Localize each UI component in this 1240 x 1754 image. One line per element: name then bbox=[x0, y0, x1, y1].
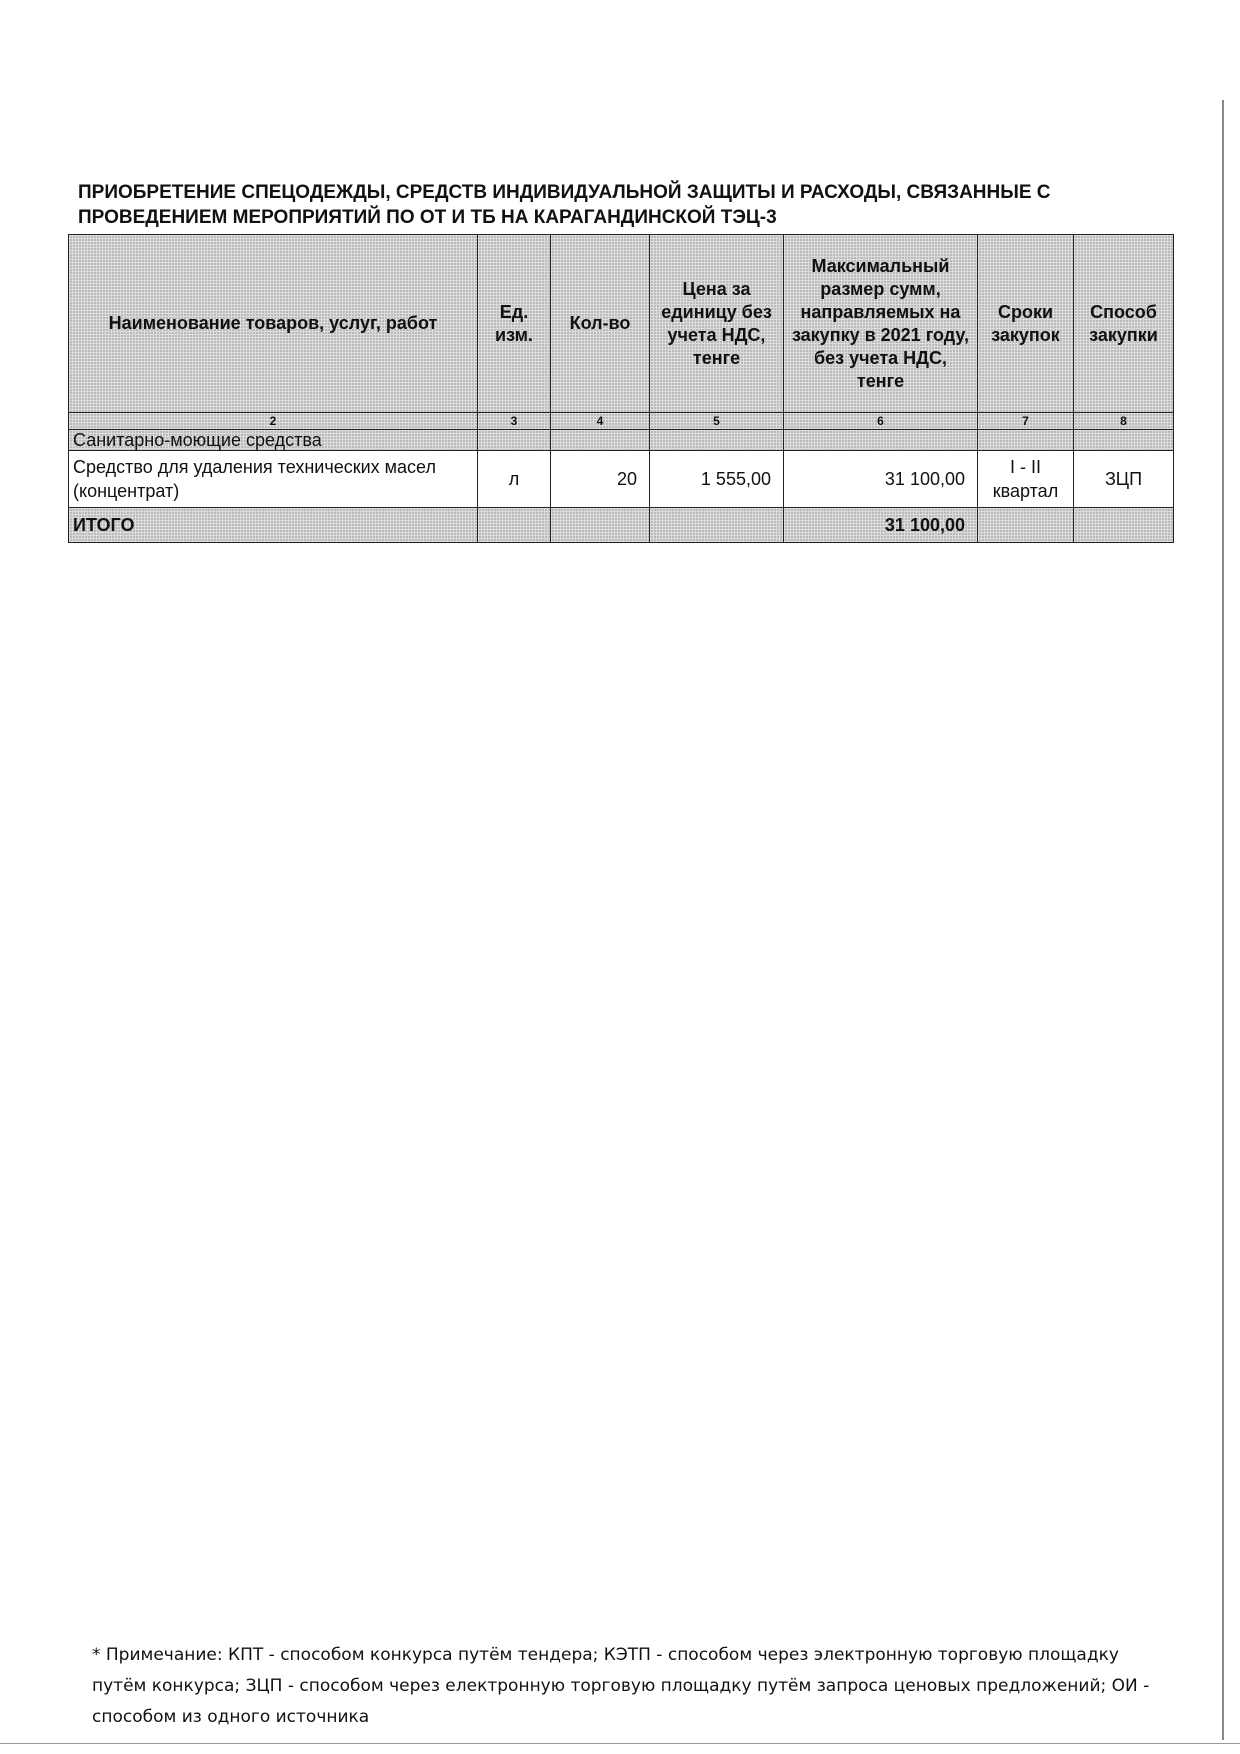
header-qty: Кол-во bbox=[551, 235, 650, 413]
column-number: 5 bbox=[650, 413, 784, 430]
column-number: 2 bbox=[69, 413, 478, 430]
column-number: 6 bbox=[784, 413, 978, 430]
item-qty: 20 bbox=[551, 451, 650, 508]
item-period-line-1: I - II bbox=[1010, 457, 1041, 477]
item-amount: 31 100,00 bbox=[784, 451, 978, 508]
section-label: Санитарно-моющие средства bbox=[69, 430, 478, 451]
scan-edge-line bbox=[1222, 100, 1224, 1740]
column-number: 3 bbox=[478, 413, 551, 430]
item-method: ЗЦП bbox=[1074, 451, 1174, 508]
procurement-table bbox=[68, 234, 1174, 543]
item-price: 1 555,00 bbox=[650, 451, 784, 508]
header-name: Наименование товаров, услуг, работ bbox=[69, 235, 478, 413]
column-number: 4 bbox=[551, 413, 650, 430]
scan-bottom-line bbox=[0, 1743, 1240, 1744]
title-line-1: ПРИОБРЕТЕНИЕ СПЕЦОДЕЖДЫ, СРЕДСТВ ИНДИВИДУАЛЬНОЙ ЗАЩИТЫ И РАСХОДЫ, СВЯЗАННЫЕ С bbox=[78, 182, 1051, 203]
section-row bbox=[69, 430, 1174, 451]
item-period bbox=[978, 451, 1074, 508]
item-unit: л bbox=[478, 451, 551, 508]
total-row bbox=[69, 508, 1174, 543]
total-label: ИТОГО bbox=[69, 508, 478, 543]
column-number: 7 bbox=[978, 413, 1074, 430]
column-number: 8 bbox=[1074, 413, 1174, 430]
header-unit: Ед. изм. bbox=[478, 235, 551, 413]
table-row bbox=[69, 451, 1174, 508]
header-row bbox=[69, 235, 1174, 413]
header-method: Способ закупки bbox=[1074, 235, 1174, 413]
header-amount: Максимальный размер сумм, направляемых на закупку в 2021 году, без учета НДС, тенге bbox=[784, 235, 978, 413]
header-period: Сроки закупок bbox=[978, 235, 1074, 413]
item-name: Средство для удаления технических масел (концентрат) bbox=[69, 451, 478, 508]
page-title bbox=[78, 180, 1178, 230]
header-price: Цена за единицу без учета НДС, тенге bbox=[650, 235, 784, 413]
column-number-row bbox=[69, 413, 1174, 430]
title-line-2: ПРОВЕДЕНИЕМ МЕРОПРИЯТИЙ ПО ОТ И ТБ НА КАРАГАНДИНСКОЙ ТЭЦ-3 bbox=[78, 207, 777, 228]
item-period-line-2: квартал bbox=[992, 481, 1059, 501]
footnote: * Примечание: КПТ - способом конкурса путём тендера; КЭТП - способом через электронную торговую площадку путём конкурса; ЗЦП - способом через електронную торговую площадку путём запроса ценовых предложений; ОИ - способом из одного источника bbox=[92, 1645, 1150, 1727]
total-amount: 31 100,00 bbox=[784, 508, 978, 543]
